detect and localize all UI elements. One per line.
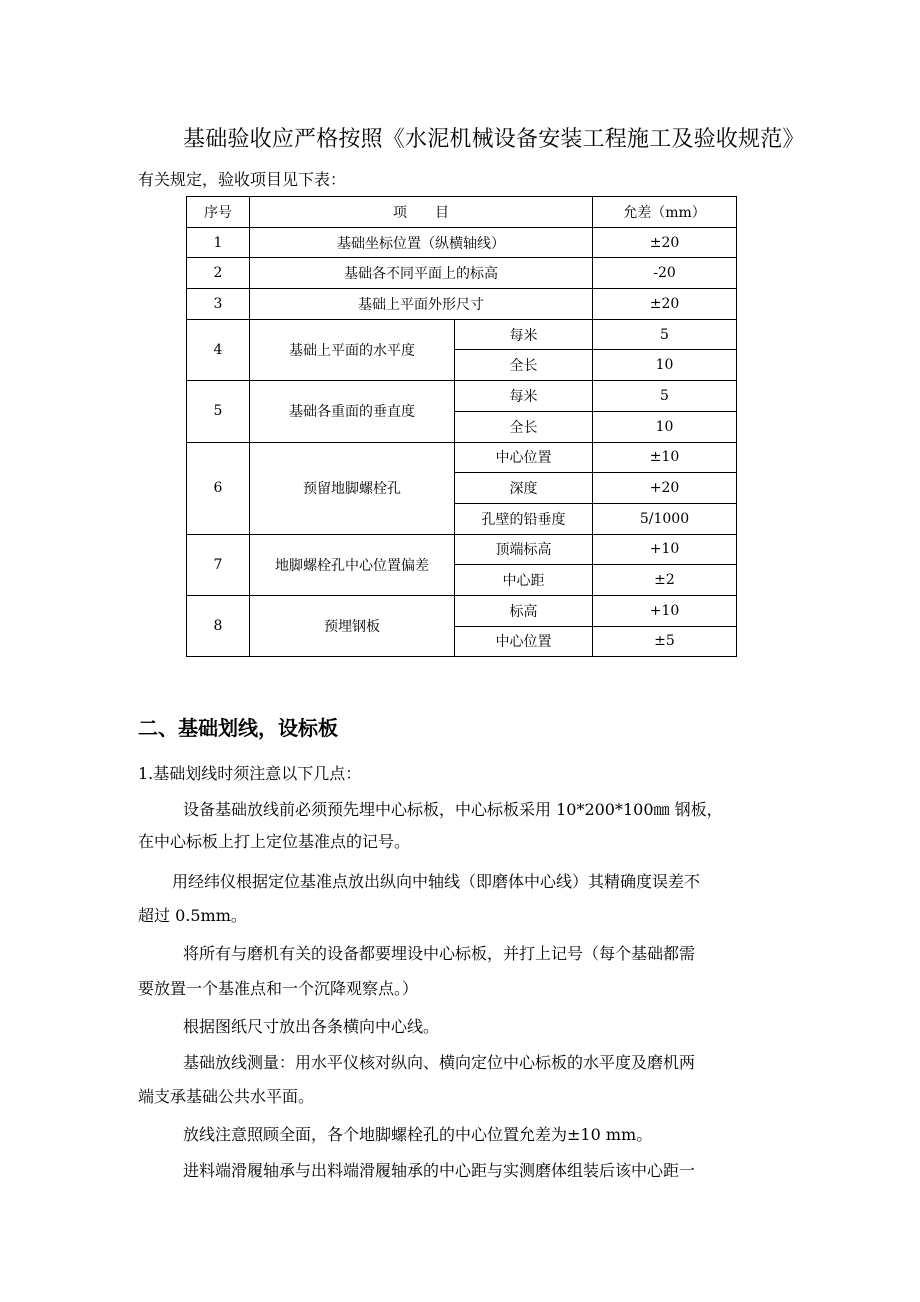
- paragraph-line: 将所有与磨机有关的设备都要埋设中心标板，并打上记号（每个基础都需: [183, 944, 696, 963]
- header-no: 序号: [187, 197, 250, 228]
- table-header-row: [187, 197, 737, 228]
- row-item: 预埋钢板: [250, 595, 455, 656]
- row-subitem: 标高: [455, 595, 593, 626]
- row-tolerance: 5: [593, 381, 737, 412]
- row-number: 8: [187, 595, 250, 656]
- row-tolerance: 5: [593, 319, 737, 350]
- row-subitem: 深度: [455, 473, 593, 504]
- row-subitem: 每米: [455, 319, 593, 350]
- row-tolerance: ±20: [593, 227, 737, 258]
- row-item: 地脚螺栓孔中心位置偏差: [250, 534, 455, 595]
- header-item: 项 目: [250, 197, 593, 228]
- paragraph-line: 用经纬仪根据定位基准点放出纵向中轴线（即磨体中心线）其精确度误差不: [172, 872, 701, 891]
- intro-line-2: 有关规定，验收项目见下表：: [138, 170, 347, 189]
- table-row: [187, 595, 737, 626]
- row-number: 7: [187, 534, 250, 595]
- row-subitem: 中心距: [455, 565, 593, 596]
- row-item: 基础各不同平面上的标高: [250, 258, 593, 289]
- row-subitem: 每米: [455, 381, 593, 412]
- row-item: 基础上平面外形尺寸: [250, 289, 593, 320]
- row-tolerance: 10: [593, 350, 737, 381]
- row-tolerance: +20: [593, 473, 737, 504]
- row-subitem: 中心位置: [455, 626, 593, 657]
- row-tolerance: 5/1000: [593, 503, 737, 534]
- row-item: 预留地脚螺栓孔: [250, 442, 455, 534]
- table-row: [187, 534, 737, 565]
- row-item: 基础坐标位置（纵横轴线）: [250, 227, 593, 258]
- paragraph-line: 根据图纸尺寸放出各条横向中心线。: [183, 1017, 440, 1036]
- row-item: 基础上平面的水平度: [250, 319, 455, 380]
- paragraph-line: 在中心标板上打上定位基准点的记号。: [138, 832, 411, 851]
- section-title: 二、基础划线，设标板: [138, 716, 338, 740]
- paragraph-line: 进料端滑履轴承与出料端滑履轴承的中心距与实测磨体组装后该中心距一: [183, 1161, 696, 1180]
- row-tolerance: ±20: [593, 289, 737, 320]
- row-subitem: 全长: [455, 350, 593, 381]
- table-row: [187, 442, 737, 473]
- table-row: [187, 227, 737, 258]
- row-tolerance: ±2: [593, 565, 737, 596]
- table-row: [187, 319, 737, 350]
- paragraph-line: 放线注意照顾全面，各个地脚螺栓孔的中心位置允差为±10 mm。: [183, 1125, 653, 1144]
- row-tolerance: 10: [593, 411, 737, 442]
- paragraph-line: 设备基础放线前必须预先埋中心标板，中心标板采用 10*200*100㎜ 钢板，: [183, 800, 723, 819]
- row-subitem: 孔壁的铅垂度: [455, 503, 593, 534]
- intro-line-1: 基础验收应严格按照《水泥机械设备安装工程施工及验收规范》: [183, 127, 805, 152]
- row-number: 2: [187, 258, 250, 289]
- row-number: 6: [187, 442, 250, 534]
- section-subheading: 1.基础划线时须注意以下几点：: [138, 764, 362, 783]
- row-subitem: 顶端标高: [455, 534, 593, 565]
- acceptance-table: [186, 196, 737, 657]
- table-row: [187, 381, 737, 412]
- table-row: [187, 289, 737, 320]
- row-number: 4: [187, 319, 250, 380]
- paragraph-line: 基础放线测量：用水平仪核对纵向、横向定位中心标板的水平度及磨机两: [183, 1053, 696, 1072]
- row-subitem: 中心位置: [455, 442, 593, 473]
- table-row: [187, 258, 737, 289]
- row-number: 5: [187, 381, 250, 442]
- row-tolerance: ±5: [593, 626, 737, 657]
- header-tolerance: 允差（mm）: [593, 197, 737, 228]
- row-tolerance: -20: [593, 258, 737, 289]
- paragraph-line: 端支承基础公共水平面。: [138, 1087, 315, 1106]
- row-subitem: 全长: [455, 411, 593, 442]
- row-number: 3: [187, 289, 250, 320]
- row-tolerance: +10: [593, 534, 737, 565]
- row-tolerance: +10: [593, 595, 737, 626]
- paragraph-line: 要放置一个基准点和一个沉降观察点。）: [138, 979, 419, 998]
- row-tolerance: ±10: [593, 442, 737, 473]
- paragraph-line: 超过 0.5mm。: [138, 906, 247, 925]
- row-item: 基础各重面的垂直度: [250, 381, 455, 442]
- row-number: 1: [187, 227, 250, 258]
